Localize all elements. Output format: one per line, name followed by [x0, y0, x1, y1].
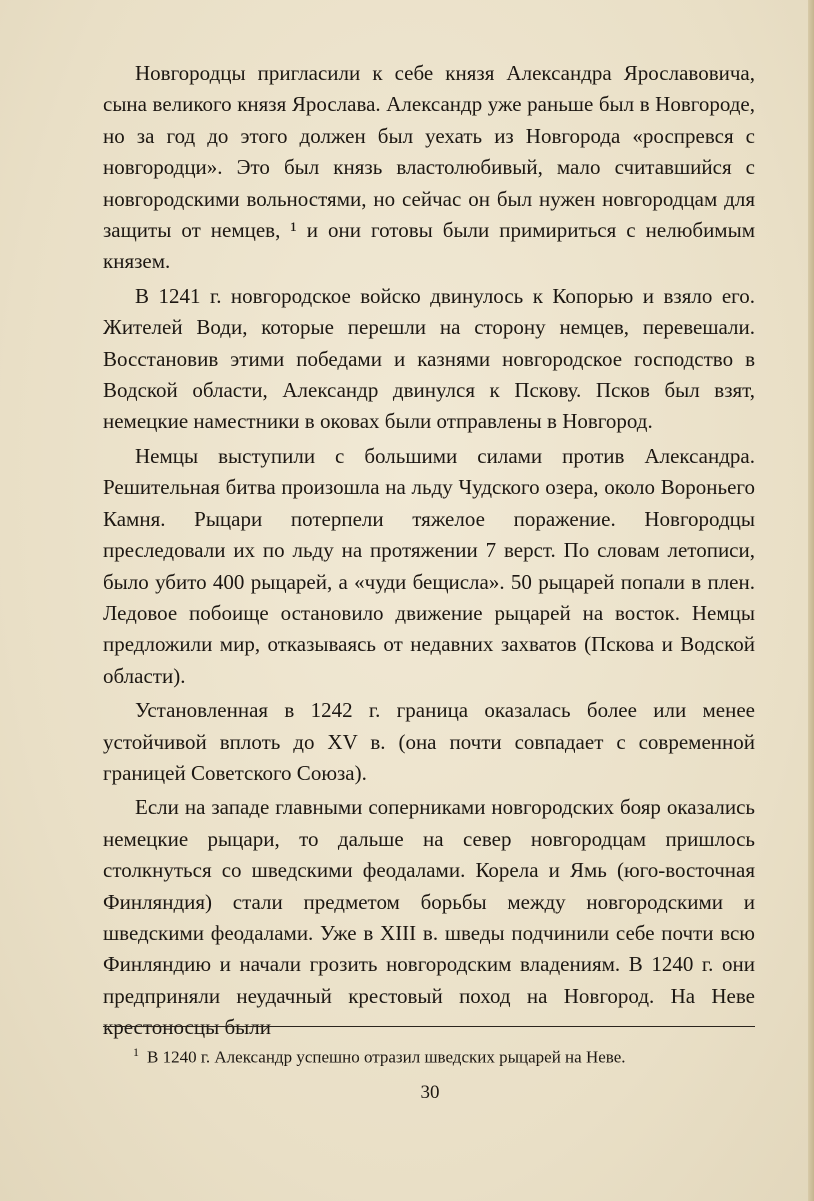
footnote-text: В 1240 г. Александр успешно отразил шведских рыцарей на Неве.	[147, 1047, 626, 1067]
main-text	[103, 58, 755, 1047]
page-edge	[808, 0, 814, 1201]
paragraph-1: Новгородцы пригласили к себе князя Александра Ярославовича, сына великого князя Ярослава. Александр уже раньше был в Новгороде, но за год до этого должен был уехать из Новгорода «роспревся с новгородци». Это был князь властолюбивый, мало считавшийся с новгородскими вольностями, но сейчас он был нужен новгородцам для защиты от немцев, ¹ и они готовы были примириться с нелюбимым князем.	[103, 61, 755, 274]
paragraph-4: Установленная в 1242 г. граница оказалась более или менее устойчивой вплоть до XV в. (она почти совпадает с современной границей Советского Союза).	[103, 698, 755, 785]
paragraph-2: В 1241 г. новгородское войско двинулось к Копорью и взяло его. Жителей Води, которые перешли на сторону немцев, перевешали. Восстановив этими победами и казнями новгородское господство в Водской области, Александр двинулся к Пскову. Псков был взят, немецкие наместники в оковах были отправлены в Новгород.	[103, 283, 755, 434]
footnote-marker: 1	[133, 1045, 139, 1059]
footnote	[133, 1040, 755, 1070]
paragraph-5: Если на западе главными соперниками новгородских бояр оказались немецкие рыцари, то дальше на север новгородцам пришлось столкнуться со шведскими феодалами. Корела и Ямь (юго-восточная Финляндия) стали предметом борьбы между новгородскими и шведскими феодалами. Уже в XIII в. шведы подчинили себе почти всю Финляндию и начали грозить новгородским владениям. В 1240 г. они предприняли неудачный крестовый поход на Новгород. На Неве крестоносцы были	[103, 795, 755, 1040]
page-number: 30	[420, 1082, 440, 1103]
paragraph-3: Немцы выступили с большими силами против Александра. Решительная битва произошла на льду Чудского озера, около Вороньего Камня. Рыцари потерпели тяжелое поражение. Новгородцы преследовали их по льду на протяжении 7 верст. По словам летописи, было убито 400 рыцарей, а «чуди бещисла». 50 рыцарей попали в плен. Ледовое побоище остановило движение рыцарей на восток. Немцы предложили мир, отказываясь от недавних захватов (Пскова и Водской области).	[103, 443, 755, 688]
footnote-divider	[103, 1026, 755, 1027]
